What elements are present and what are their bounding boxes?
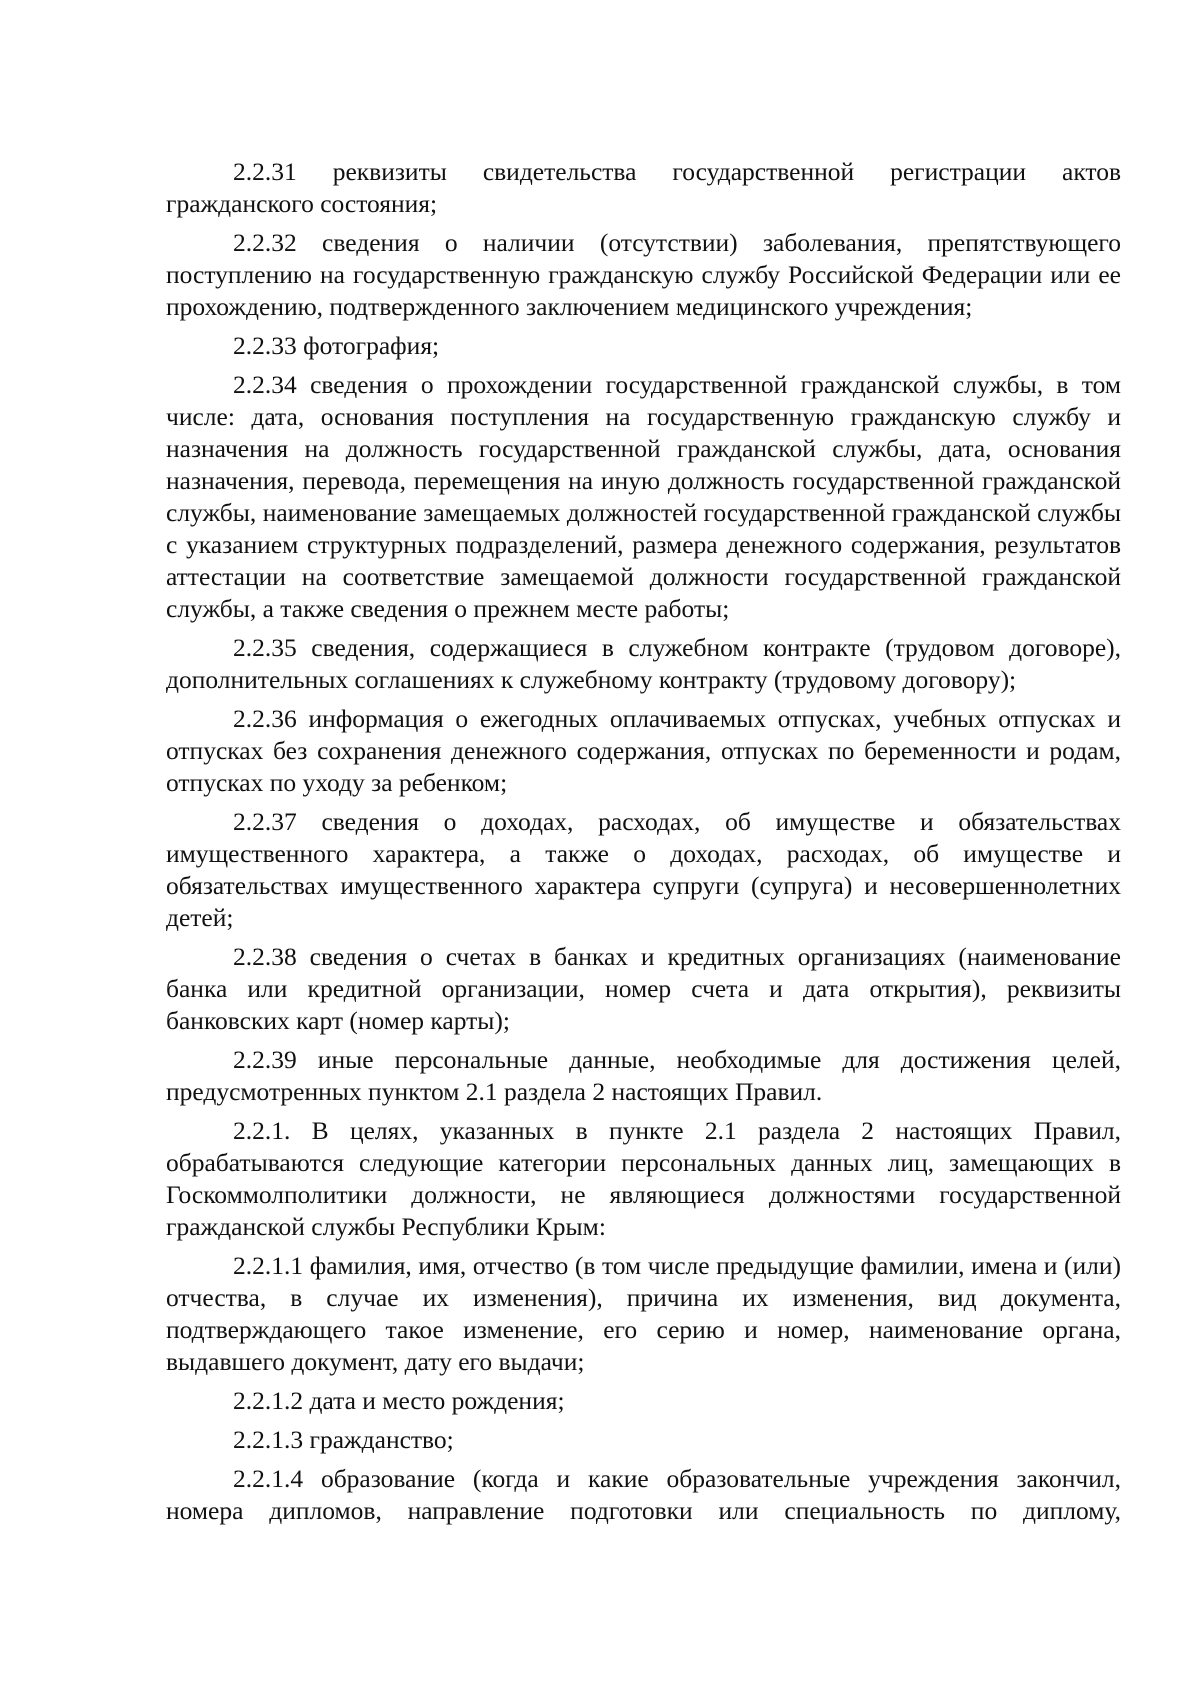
document-page: [166, 156, 1121, 1534]
paragraph-2-2-33: 2.2.33 фотография;: [233, 331, 440, 360]
paragraph-2-2-31: 2.2.31 реквизиты свидетельства государственной регистрации актов гражданского состояния;: [166, 157, 1121, 218]
paragraph-2-2-1: 2.2.1. В целях, указанных в пункте 2.1 раздела 2 настоящих Правил, обрабатываются следующие категории персональных данных лиц, замещающих в Госкоммолполитики должности, не являющиеся должностями государственной гражданской службы Республики Крым:: [166, 1116, 1121, 1241]
paragraph-2-2-34: 2.2.34 сведения о прохождении государственной гражданской службы, в том числе: дата, основания поступления на государственную гражданскую службу и назначения на должность государственной гражданской службы, дата, основания назначения, перевода, перемещения на иную должность государственной гражданской службы, наименование замещаемых должностей государственной гражданской службы с указанием структурных подразделений, размера денежного содержания, результатов аттестации на соответствие замещаемой должности государственной гражданской службы, а также сведения о прежнем месте работы;: [166, 370, 1121, 623]
paragraph-2-2-1-3: 2.2.1.3 гражданство;: [233, 1425, 454, 1454]
paragraph-2-2-32: 2.2.32 сведения о наличии (отсутствии) заболевания, препятствующего поступлению на государственную гражданскую службу Российской Федерации или ее прохождению, подтвержденного заключением медицинского учреждения;: [166, 228, 1121, 321]
paragraph-2-2-37: 2.2.37 сведения о доходах, расходах, об имуществе и обязательствах имущественного характера, а также о доходах, расходах, об имуществе и обязательствах имущественного характера супруги (супруга) и несовершеннолетних детей;: [166, 807, 1121, 932]
paragraph-2-2-1-1: 2.2.1.1 фамилия, имя, отчество (в том числе предыдущие фамилии, имена и (или) отчества, в случае их изменения), причина их изменения, вид документа, подтверждающего такое изменение, его серию и номер, наименование органа, выдавшего документ, дату его выдачи;: [166, 1251, 1121, 1376]
paragraph-2-2-38: 2.2.38 сведения о счетах в банках и кредитных организациях (наименование банка или кредитной организации, номер счета и дата открытия), реквизиты банковских карт (номер карты);: [166, 942, 1121, 1035]
paragraph-2-2-1-4: 2.2.1.4 образование (когда и какие образовательные учреждения закончил, номера дипломов, направление подготовки или специальность по диплому,: [166, 1464, 1121, 1525]
paragraph-2-2-36: 2.2.36 информация о ежегодных оплачиваемых отпусках, учебных отпусках и отпусках без сохранения денежного содержания, отпусках по беременности и родам, отпусках по уходу за ребенком;: [166, 704, 1121, 797]
paragraph-2-2-39: 2.2.39 иные персональные данные, необходимые для достижения целей, предусмотренных пунктом 2.1 раздела 2 настоящих Правил.: [166, 1045, 1121, 1106]
paragraph-2-2-35: 2.2.35 сведения, содержащиеся в служебном контракте (трудовом договоре), дополнительных соглашениях к служебному контракту (трудовому договору);: [166, 633, 1121, 694]
paragraph-2-2-1-2: 2.2.1.2 дата и место рождения;: [233, 1386, 565, 1415]
